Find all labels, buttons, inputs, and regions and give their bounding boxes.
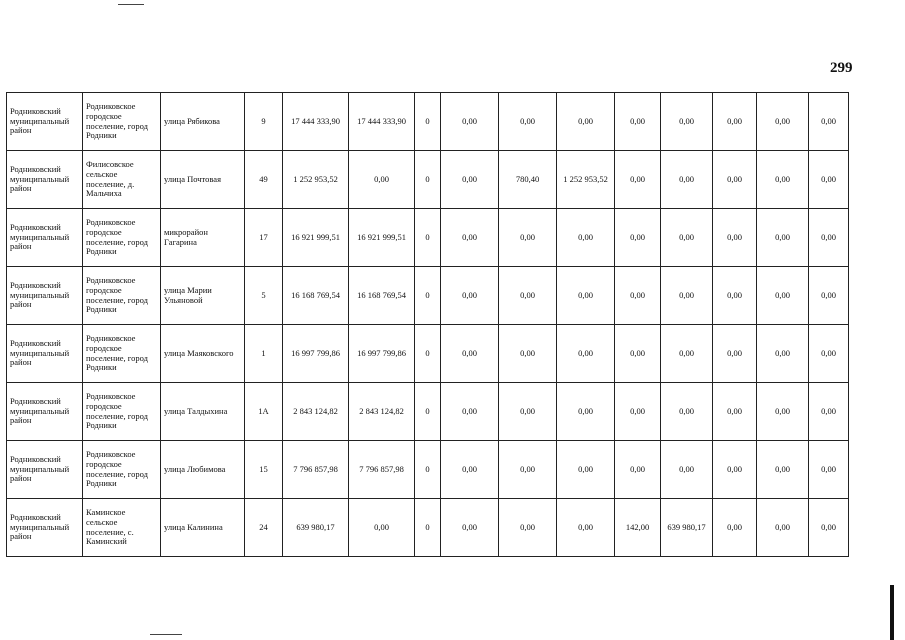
value-cell: 0,00 — [713, 93, 757, 151]
value-cell: 0,00 — [499, 267, 557, 325]
district-cell: Родниковский муниципальный район — [7, 499, 83, 557]
table-row — [7, 151, 849, 209]
funding-cell: 16 921 999,51 — [349, 209, 415, 267]
value-cell: 0,00 — [557, 209, 615, 267]
value-cell: 0,00 — [757, 441, 809, 499]
zero-cell: 0 — [415, 209, 441, 267]
value-cell: 0,00 — [557, 499, 615, 557]
table-row — [7, 93, 849, 151]
value-cell: 0,00 — [441, 383, 499, 441]
value-cell: 0,00 — [615, 151, 661, 209]
value-cell: 0,00 — [713, 151, 757, 209]
district-cell: Родниковский муниципальный район — [7, 441, 83, 499]
funding-cell: 16 168 769,54 — [349, 267, 415, 325]
value-cell: 639 980,17 — [661, 499, 713, 557]
value-cell: 0,00 — [661, 325, 713, 383]
total-cost-cell: 7 796 857,98 — [283, 441, 349, 499]
table-body — [7, 93, 849, 557]
value-cell: 0,00 — [615, 383, 661, 441]
settlement-cell: Родниковское городское поселение, город Родники — [83, 383, 161, 441]
district-cell: Родниковский муниципальный район — [7, 209, 83, 267]
settlement-cell: Родниковское городское поселение, город Родники — [83, 209, 161, 267]
page-number: 299 — [830, 60, 853, 76]
settlement-cell: Филисовское сельское поселение, д. Мальчиха — [83, 151, 161, 209]
house-cell: 15 — [245, 441, 283, 499]
zero-cell: 0 — [415, 383, 441, 441]
street-cell: улица Талдыхина — [161, 383, 245, 441]
value-cell: 0,00 — [713, 209, 757, 267]
total-cost-cell: 16 997 799,86 — [283, 325, 349, 383]
value-cell: 0,00 — [809, 267, 849, 325]
value-cell: 0,00 — [713, 325, 757, 383]
zero-cell: 0 — [415, 499, 441, 557]
value-cell: 0,00 — [557, 325, 615, 383]
zero-cell: 0 — [415, 325, 441, 383]
district-cell: Родниковский муниципальный район — [7, 151, 83, 209]
funding-cell: 0,00 — [349, 499, 415, 557]
value-cell: 0,00 — [615, 325, 661, 383]
value-cell: 0,00 — [757, 383, 809, 441]
value-cell: 0,00 — [441, 441, 499, 499]
value-cell: 0,00 — [661, 441, 713, 499]
value-cell: 0,00 — [615, 441, 661, 499]
value-cell: 0,00 — [757, 499, 809, 557]
settlement-cell: Родниковское городское поселение, город Родники — [83, 441, 161, 499]
scan-artifact-bottom — [150, 634, 182, 635]
value-cell: 0,00 — [615, 209, 661, 267]
value-cell: 142,00 — [615, 499, 661, 557]
value-cell: 0,00 — [557, 93, 615, 151]
table-row — [7, 325, 849, 383]
value-cell: 0,00 — [557, 441, 615, 499]
house-cell: 1А — [245, 383, 283, 441]
value-cell: 0,00 — [557, 383, 615, 441]
value-cell: 0,00 — [661, 267, 713, 325]
scan-edge-right — [890, 585, 894, 640]
value-cell: 0,00 — [809, 383, 849, 441]
value-cell: 0,00 — [713, 441, 757, 499]
value-cell: 0,00 — [809, 93, 849, 151]
table-row — [7, 267, 849, 325]
value-cell: 0,00 — [441, 93, 499, 151]
total-cost-cell: 2 843 124,82 — [283, 383, 349, 441]
value-cell: 0,00 — [661, 383, 713, 441]
value-cell: 0,00 — [441, 325, 499, 383]
value-cell: 0,00 — [615, 267, 661, 325]
value-cell: 0,00 — [713, 267, 757, 325]
value-cell: 0,00 — [441, 267, 499, 325]
value-cell: 0,00 — [499, 441, 557, 499]
district-cell: Родниковский муниципальный район — [7, 325, 83, 383]
scan-artifact-top — [118, 4, 144, 5]
settlement-cell: Родниковское городское поселение, город Родники — [83, 325, 161, 383]
settlement-cell: Каминское сельское поселение, с. Каминский — [83, 499, 161, 557]
table-row — [7, 383, 849, 441]
house-cell: 24 — [245, 499, 283, 557]
value-cell: 0,00 — [441, 499, 499, 557]
street-cell: улица Калинина — [161, 499, 245, 557]
value-cell: 780,40 — [499, 151, 557, 209]
settlement-cell: Родниковское городское поселение, город Родники — [83, 267, 161, 325]
house-cell: 9 — [245, 93, 283, 151]
value-cell: 0,00 — [713, 499, 757, 557]
value-cell: 0,00 — [809, 151, 849, 209]
total-cost-cell: 16 921 999,51 — [283, 209, 349, 267]
value-cell: 0,00 — [757, 209, 809, 267]
value-cell: 0,00 — [809, 325, 849, 383]
total-cost-cell: 1 252 953,52 — [283, 151, 349, 209]
district-cell: Родниковский муниципальный район — [7, 383, 83, 441]
total-cost-cell: 639 980,17 — [283, 499, 349, 557]
zero-cell: 0 — [415, 93, 441, 151]
funding-cell: 0,00 — [349, 151, 415, 209]
value-cell: 0,00 — [757, 325, 809, 383]
total-cost-cell: 17 444 333,90 — [283, 93, 349, 151]
value-cell: 0,00 — [661, 93, 713, 151]
register-table — [6, 92, 849, 557]
street-cell: улица Маяковского — [161, 325, 245, 383]
value-cell: 0,00 — [809, 441, 849, 499]
street-cell: улица Любимова — [161, 441, 245, 499]
value-cell: 0,00 — [441, 151, 499, 209]
value-cell: 0,00 — [499, 325, 557, 383]
value-cell: 0,00 — [499, 383, 557, 441]
settlement-cell: Родниковское городское поселение, город Родники — [83, 93, 161, 151]
table-row — [7, 441, 849, 499]
zero-cell: 0 — [415, 151, 441, 209]
value-cell: 0,00 — [757, 93, 809, 151]
table-row — [7, 209, 849, 267]
value-cell: 0,00 — [499, 499, 557, 557]
table-row — [7, 499, 849, 557]
value-cell: 1 252 953,52 — [557, 151, 615, 209]
house-cell: 5 — [245, 267, 283, 325]
house-cell: 49 — [245, 151, 283, 209]
value-cell: 0,00 — [441, 209, 499, 267]
value-cell: 0,00 — [809, 209, 849, 267]
value-cell: 0,00 — [499, 93, 557, 151]
street-cell: микрорайон Гагарина — [161, 209, 245, 267]
funding-cell: 16 997 799,86 — [349, 325, 415, 383]
district-cell: Родниковский муниципальный район — [7, 93, 83, 151]
total-cost-cell: 16 168 769,54 — [283, 267, 349, 325]
value-cell: 0,00 — [713, 383, 757, 441]
value-cell: 0,00 — [809, 499, 849, 557]
house-cell: 17 — [245, 209, 283, 267]
value-cell: 0,00 — [757, 151, 809, 209]
zero-cell: 0 — [415, 267, 441, 325]
value-cell: 0,00 — [661, 151, 713, 209]
funding-cell: 7 796 857,98 — [349, 441, 415, 499]
street-cell: улица Рябикова — [161, 93, 245, 151]
funding-cell: 17 444 333,90 — [349, 93, 415, 151]
value-cell: 0,00 — [757, 267, 809, 325]
district-cell: Родниковский муниципальный район — [7, 267, 83, 325]
funding-cell: 2 843 124,82 — [349, 383, 415, 441]
house-cell: 1 — [245, 325, 283, 383]
street-cell: улица Марии Ульяновой — [161, 267, 245, 325]
value-cell: 0,00 — [661, 209, 713, 267]
street-cell: улица Почтовая — [161, 151, 245, 209]
zero-cell: 0 — [415, 441, 441, 499]
value-cell: 0,00 — [499, 209, 557, 267]
value-cell: 0,00 — [615, 93, 661, 151]
value-cell: 0,00 — [557, 267, 615, 325]
